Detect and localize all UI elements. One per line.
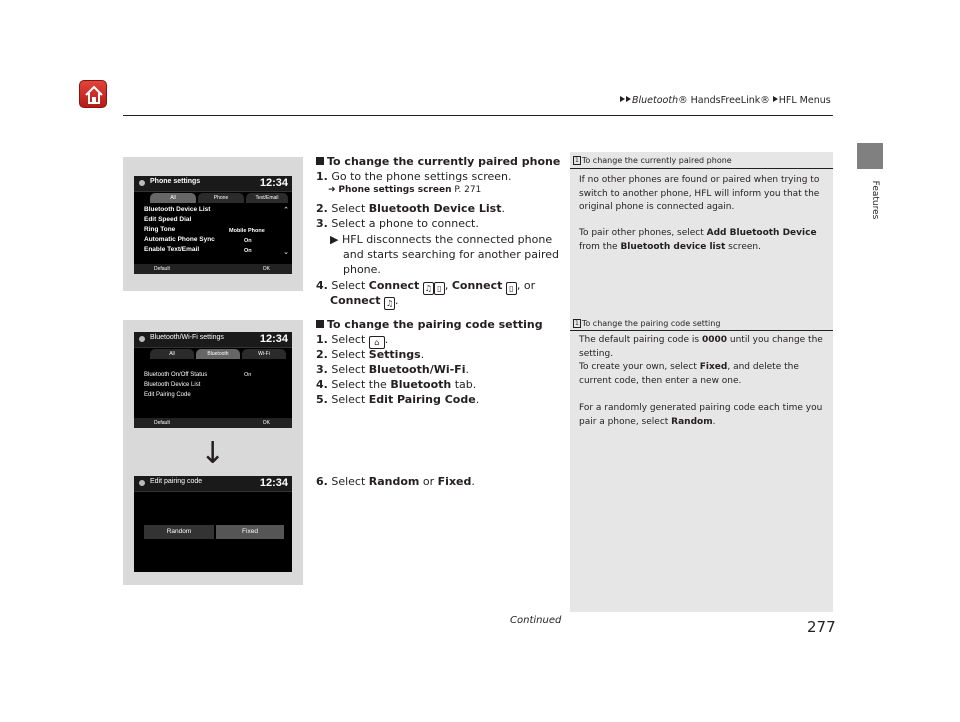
clock: 12:34	[259, 177, 288, 189]
menu-item[interactable]: Bluetooth Device List	[144, 206, 211, 213]
continued-label: Continued	[510, 615, 562, 626]
step: 4. Select the Bluetooth tab.	[316, 378, 477, 391]
step: 4. Select Connect ♫ ▯ , Connect ▯ , or	[316, 279, 536, 293]
note-text: If no other phones are found or paired when trying to switch to another phone, HFL will inform you that the original phone is connected again.	[579, 175, 820, 212]
phone-icon: ▯	[434, 282, 445, 295]
note-rule	[570, 330, 833, 331]
step: 6. Select Random or Fixed.	[316, 475, 475, 488]
tab-phone[interactable]: Phone	[198, 193, 244, 203]
note-rule	[570, 168, 833, 169]
note-text: The default pairing code is 0000 until you change the setting.	[579, 335, 823, 359]
page-number: 277	[807, 618, 836, 636]
menu-item[interactable]: Enable Text/Email	[144, 246, 200, 253]
ok-button[interactable]: OK	[262, 266, 270, 272]
scroll-down-icon[interactable]: ⌄	[283, 249, 289, 256]
menu-value: On	[244, 248, 252, 254]
note-title: 1 To change the pairing code setting	[575, 319, 721, 328]
tab-bluetooth[interactable]: Bluetooth	[196, 349, 240, 359]
step: 3. Select Bluetooth/Wi-Fi.	[316, 363, 469, 376]
menu-item[interactable]: Edit Speed Dial	[144, 216, 192, 223]
menu-item[interactable]: Bluetooth Device List	[144, 382, 201, 388]
random-button[interactable]: Random	[144, 525, 214, 539]
phone-icon: ▯	[506, 282, 517, 295]
clock: 12:34	[259, 477, 288, 489]
section-heading: To change the currently paired phone	[316, 155, 560, 168]
step: 5. Select Edit Pairing Code.	[316, 393, 480, 406]
step-detail: phone.	[343, 263, 381, 276]
step: 1. Go to the phone settings screen.	[316, 170, 512, 183]
default-button[interactable]: Default	[154, 266, 170, 272]
tab-all[interactable]: All	[150, 349, 194, 359]
screen-title: Phone settings	[150, 178, 201, 185]
default-button[interactable]: Default	[154, 420, 170, 426]
home-icon: ⌂	[369, 336, 385, 349]
home-button[interactable]	[79, 80, 107, 108]
menu-item[interactable]: Automatic Phone Sync	[144, 236, 215, 243]
step: 3. Select a phone to connect.	[316, 217, 479, 230]
screenshot-phone-settings	[123, 157, 303, 291]
ok-button[interactable]: OK	[262, 420, 270, 426]
down-arrow-icon: ↓	[200, 436, 226, 471]
tab-wifi[interactable]: Wi-Fi	[242, 349, 286, 359]
menu-value: On	[244, 238, 252, 244]
note-title: 1 To change the currently paired phone	[575, 156, 732, 165]
step: 2. Select Settings.	[316, 348, 425, 361]
tab-all[interactable]: All	[150, 193, 196, 203]
step-detail: and starts searching for another paired	[343, 248, 560, 261]
section-heading: To change the pairing code setting	[316, 318, 543, 331]
menu-value: Mobile Phone	[229, 228, 265, 234]
screen-title: Bluetooth/Wi-Fi settings	[150, 334, 224, 341]
fixed-button[interactable]: Fixed	[216, 525, 284, 539]
step: 2. Select Bluetooth Device List.	[316, 202, 505, 215]
breadcrumb: Bluetooth® HandsFreeLink® HFL Menus	[620, 95, 831, 106]
menu-item[interactable]: Ring Tone	[144, 226, 176, 233]
home-icon	[83, 84, 105, 106]
menu-item[interactable]: Bluetooth On/Off Status	[144, 372, 208, 378]
step: 1. Select ⌂ .	[316, 333, 389, 347]
note-text: To create your own, select Fixed, and delete the current code, then enter a new one.	[579, 362, 799, 386]
screen-title: Edit pairing code	[150, 478, 203, 485]
section-tab	[857, 143, 883, 169]
cross-reference-link[interactable]: ➜ Phone settings screen P. 271	[328, 185, 482, 195]
tab-text-email[interactable]: Text/Email	[246, 193, 288, 203]
step-detail: Connect ♫ .	[330, 294, 399, 308]
step-detail: ▶ HFL disconnects the connected phone	[330, 233, 553, 246]
scroll-up-icon[interactable]: ⌃	[283, 207, 289, 214]
note-text: For a randomly generated pairing code each time you pair a phone, select Random.	[579, 403, 823, 427]
menu-item[interactable]: Edit Pairing Code	[144, 392, 191, 398]
music-icon: ♫	[385, 299, 394, 308]
clock: 12:34	[259, 333, 288, 345]
note-text: To pair other phones, select Add Bluetooth Device from the Bluetooth device list screen.	[579, 228, 817, 252]
music-icon: ♫	[424, 284, 432, 293]
section-label: Features	[870, 180, 880, 220]
header-rule	[123, 115, 833, 116]
menu-value: On	[244, 372, 252, 378]
